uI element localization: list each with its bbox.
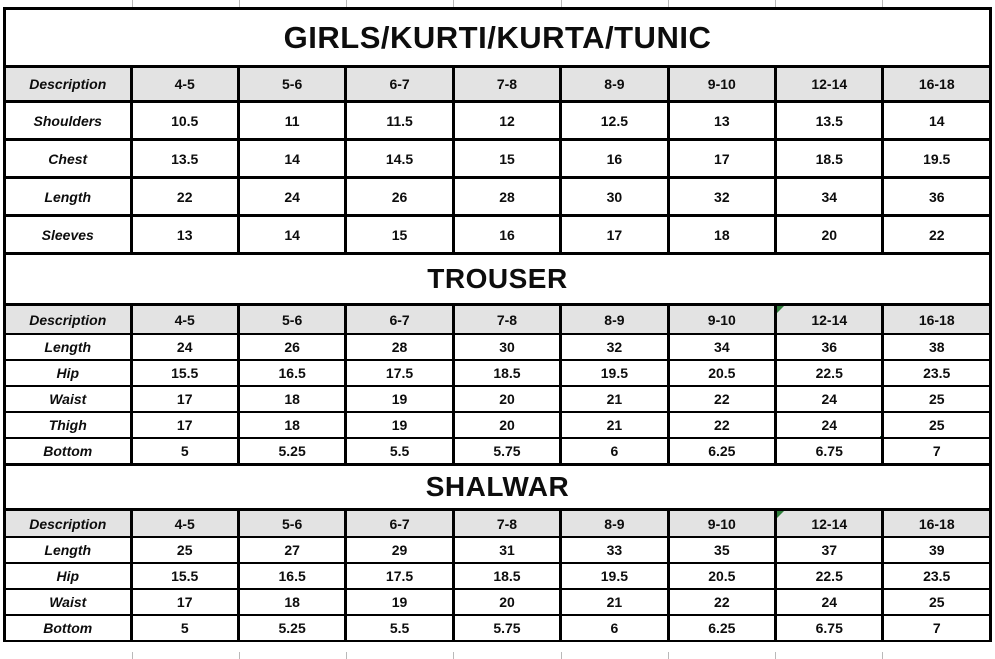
value-cell[interactable]: 24 xyxy=(131,334,238,360)
row-label-cell[interactable]: Chest xyxy=(5,140,132,178)
value-cell[interactable]: 5 xyxy=(131,438,238,465)
value-cell[interactable]: 5.5 xyxy=(346,438,453,465)
value-cell[interactable]: 22.5 xyxy=(776,360,883,386)
value-cell[interactable]: 12.5 xyxy=(561,102,668,140)
value-cell[interactable]: 21 xyxy=(561,589,668,615)
value-cell[interactable]: 22 xyxy=(131,178,238,216)
value-cell[interactable]: 20 xyxy=(453,412,560,438)
value-cell[interactable]: 18.5 xyxy=(776,140,883,178)
size-header-cell[interactable]: 16-18 xyxy=(883,67,991,102)
value-cell[interactable]: 16.5 xyxy=(238,360,345,386)
value-cell[interactable]: 5.25 xyxy=(238,615,345,641)
error-indicator-icon xyxy=(777,511,784,518)
value-cell[interactable]: 15 xyxy=(453,140,560,178)
gridline-tick xyxy=(453,652,454,659)
value-cell[interactable]: 14 xyxy=(238,140,345,178)
value-cell[interactable]: 17 xyxy=(561,216,668,254)
section-title-cell[interactable]: GIRLS/KURTI/KURTA/TUNIC xyxy=(5,9,991,67)
size-header-cell[interactable]: 9-10 xyxy=(668,510,775,538)
size-header-cell[interactable]: 8-9 xyxy=(561,510,668,538)
value-cell[interactable]: 5.25 xyxy=(238,438,345,465)
value-cell[interactable]: 19.5 xyxy=(561,563,668,589)
size-header-cell[interactable]: 7-8 xyxy=(453,510,560,538)
value-cell[interactable]: 21 xyxy=(561,412,668,438)
value-cell[interactable]: 25 xyxy=(883,589,991,615)
value-cell[interactable]: 27 xyxy=(238,537,345,563)
value-cell[interactable]: 16 xyxy=(453,216,560,254)
gridline-tick xyxy=(882,0,883,7)
gridline-tick xyxy=(561,0,562,7)
value-cell[interactable]: 34 xyxy=(668,334,775,360)
gridline-tick xyxy=(239,652,240,659)
size-header-cell[interactable]: 4-5 xyxy=(131,510,238,538)
gridline-tick xyxy=(239,0,240,7)
row-label-cell[interactable]: Sleeves xyxy=(5,216,132,254)
value-cell[interactable]: 18 xyxy=(238,386,345,412)
value-cell[interactable]: 15.5 xyxy=(131,563,238,589)
value-cell[interactable]: 26 xyxy=(238,334,345,360)
value-cell[interactable]: 13 xyxy=(131,216,238,254)
description-header-cell[interactable]: Description xyxy=(5,510,132,538)
gridline-tick xyxy=(132,652,133,659)
value-cell[interactable]: 19 xyxy=(346,412,453,438)
value-cell[interactable]: 17.5 xyxy=(346,360,453,386)
row-label-cell[interactable]: Length xyxy=(5,334,132,360)
selected-cell[interactable]: 24 xyxy=(776,412,883,438)
gridline-tick xyxy=(453,0,454,7)
value-cell[interactable]: 13.5 xyxy=(776,102,883,140)
value-cell[interactable]: 17 xyxy=(668,140,775,178)
value-cell[interactable]: 15.5 xyxy=(131,360,238,386)
value-cell[interactable]: 19 xyxy=(346,386,453,412)
size-header-cell[interactable]: 12-14 xyxy=(776,67,883,102)
row-label-cell[interactable]: Waist xyxy=(5,386,132,412)
value-cell[interactable]: 24 xyxy=(776,589,883,615)
value-cell[interactable]: 16 xyxy=(561,140,668,178)
size-header-cell[interactable]: 8-9 xyxy=(561,305,668,335)
value-cell[interactable]: 28 xyxy=(346,334,453,360)
size-header-cell[interactable]: 5-6 xyxy=(238,305,345,335)
size-header-cell[interactable]: 7-8 xyxy=(453,67,560,102)
value-cell[interactable]: 5.75 xyxy=(453,438,560,465)
top-gridline-strip xyxy=(0,0,995,7)
value-cell[interactable]: 30 xyxy=(561,178,668,216)
value-cell[interactable]: 19 xyxy=(346,589,453,615)
gridline-tick xyxy=(346,0,347,7)
value-cell[interactable]: 25 xyxy=(131,537,238,563)
row-label-cell[interactable]: Bottom xyxy=(5,438,132,465)
size-header-cell[interactable]: 12-14 xyxy=(776,305,883,335)
value-cell[interactable]: 36 xyxy=(883,178,991,216)
value-cell[interactable]: 17 xyxy=(131,386,238,412)
row-label-cell[interactable]: Bottom xyxy=(5,615,132,641)
value-cell[interactable]: 14.5 xyxy=(346,140,453,178)
value-cell[interactable]: 24 xyxy=(238,178,345,216)
value-cell[interactable]: 20 xyxy=(776,216,883,254)
value-cell[interactable]: 12 xyxy=(453,102,560,140)
gridline-tick xyxy=(561,652,562,659)
value-cell[interactable]: 20.5 xyxy=(668,563,775,589)
value-cell[interactable]: 20 xyxy=(453,589,560,615)
size-header-cell[interactable]: 5-6 xyxy=(238,67,345,102)
value-cell[interactable]: 11 xyxy=(238,102,345,140)
value-cell[interactable]: 20 xyxy=(453,386,560,412)
value-cell[interactable]: 16.5 xyxy=(238,563,345,589)
value-cell[interactable]: 33 xyxy=(561,537,668,563)
description-header-cell[interactable]: Description xyxy=(5,67,132,102)
value-cell[interactable]: 24 xyxy=(776,386,883,412)
value-cell[interactable]: 31 xyxy=(453,537,560,563)
value-cell[interactable]: 25 xyxy=(883,412,991,438)
bottom-gridline-strip xyxy=(0,652,995,659)
value-cell[interactable]: 19.5 xyxy=(883,140,991,178)
gridline-tick xyxy=(132,0,133,7)
size-header-cell[interactable]: 4-5 xyxy=(131,305,238,335)
value-cell[interactable]: 39 xyxy=(883,537,991,563)
value-cell[interactable]: 25 xyxy=(883,386,991,412)
value-cell[interactable]: 18.5 xyxy=(453,360,560,386)
size-header-cell[interactable]: 5-6 xyxy=(238,510,345,538)
value-cell[interactable]: 14 xyxy=(883,102,991,140)
size-header-cell[interactable]: 7-8 xyxy=(453,305,560,335)
gridline-tick xyxy=(668,652,669,659)
size-header-cell[interactable]: 6-7 xyxy=(346,67,453,102)
value-cell[interactable]: 6 xyxy=(561,615,668,641)
value-cell[interactable]: 10.5 xyxy=(131,102,238,140)
value-cell[interactable]: 5.75 xyxy=(453,615,560,641)
gridline-tick xyxy=(668,0,669,7)
value-cell[interactable]: 6.25 xyxy=(668,438,775,465)
value-cell[interactable]: 18 xyxy=(238,412,345,438)
size-chart-range xyxy=(3,7,992,642)
value-cell[interactable]: 6.25 xyxy=(668,615,775,641)
size-header-cell[interactable]: 8-9 xyxy=(561,67,668,102)
value-cell[interactable]: 23.5 xyxy=(883,360,991,386)
size-chart-table xyxy=(3,7,992,642)
value-cell[interactable]: 19.5 xyxy=(561,360,668,386)
error-indicator-icon xyxy=(777,306,784,313)
value-cell[interactable]: 22 xyxy=(883,216,991,254)
value-cell[interactable]: 17 xyxy=(131,412,238,438)
value-cell[interactable]: 14 xyxy=(238,216,345,254)
value-cell[interactable]: 23.5 xyxy=(883,563,991,589)
value-cell[interactable]: 22 xyxy=(668,589,775,615)
value-cell[interactable]: 18.5 xyxy=(453,563,560,589)
gridline-tick xyxy=(775,652,776,659)
value-cell[interactable]: 6 xyxy=(561,438,668,465)
value-cell[interactable]: 21 xyxy=(561,386,668,412)
value-cell[interactable]: 20.5 xyxy=(668,360,775,386)
row-label-cell[interactable]: Thigh xyxy=(5,412,132,438)
value-cell[interactable]: 38 xyxy=(883,334,991,360)
value-cell[interactable]: 11.5 xyxy=(346,102,453,140)
value-cell[interactable]: 22 xyxy=(668,386,775,412)
size-header-cell[interactable]: 12-14 xyxy=(776,510,883,538)
value-cell[interactable]: 5 xyxy=(131,615,238,641)
section-title-cell[interactable]: SHALWAR xyxy=(5,465,991,510)
value-cell[interactable]: 28 xyxy=(453,178,560,216)
size-header-cell[interactable]: 9-10 xyxy=(668,67,775,102)
value-cell[interactable]: 7 xyxy=(883,615,991,641)
value-cell[interactable]: 22 xyxy=(668,412,775,438)
value-cell[interactable]: 36 xyxy=(776,334,883,360)
size-header-cell[interactable]: 6-7 xyxy=(346,510,453,538)
size-header-cell[interactable]: 9-10 xyxy=(668,305,775,335)
value-cell[interactable]: 18 xyxy=(668,216,775,254)
value-cell[interactable]: 32 xyxy=(561,334,668,360)
value-cell[interactable]: 13.5 xyxy=(131,140,238,178)
gridline-tick xyxy=(882,652,883,659)
value-cell[interactable]: 29 xyxy=(346,537,453,563)
gridline-tick xyxy=(775,0,776,7)
row-label-cell[interactable]: Hip xyxy=(5,360,132,386)
value-cell[interactable]: 7 xyxy=(883,438,991,465)
size-header-cell[interactable]: 16-18 xyxy=(883,305,991,335)
size-header-cell[interactable]: 6-7 xyxy=(346,305,453,335)
row-label-cell[interactable]: Waist xyxy=(5,589,132,615)
size-header-cell[interactable]: 16-18 xyxy=(883,510,991,538)
value-cell[interactable]: 18 xyxy=(238,589,345,615)
size-header-cell[interactable]: 4-5 xyxy=(131,67,238,102)
value-cell[interactable]: 6.75 xyxy=(776,438,883,465)
value-cell[interactable]: 30 xyxy=(453,334,560,360)
value-cell[interactable]: 17 xyxy=(131,589,238,615)
gridline-tick xyxy=(346,652,347,659)
row-label-cell[interactable]: Shoulders xyxy=(5,102,132,140)
value-cell[interactable]: 15 xyxy=(346,216,453,254)
value-cell[interactable]: 34 xyxy=(776,178,883,216)
value-cell[interactable]: 22.5 xyxy=(776,563,883,589)
row-label-cell[interactable]: Length xyxy=(5,537,132,563)
value-cell[interactable]: 5.5 xyxy=(346,615,453,641)
section-title-cell[interactable]: TROUSER xyxy=(5,254,991,305)
value-cell[interactable]: 13 xyxy=(668,102,775,140)
value-cell[interactable]: 35 xyxy=(668,537,775,563)
value-cell[interactable]: 17.5 xyxy=(346,563,453,589)
row-label-cell[interactable]: Hip xyxy=(5,563,132,589)
value-cell[interactable]: 26 xyxy=(346,178,453,216)
description-header-cell[interactable]: Description xyxy=(5,305,132,335)
value-cell[interactable]: 6.75 xyxy=(776,615,883,641)
value-cell[interactable]: 32 xyxy=(668,178,775,216)
row-label-cell[interactable]: Length xyxy=(5,178,132,216)
value-cell[interactable]: 37 xyxy=(776,537,883,563)
